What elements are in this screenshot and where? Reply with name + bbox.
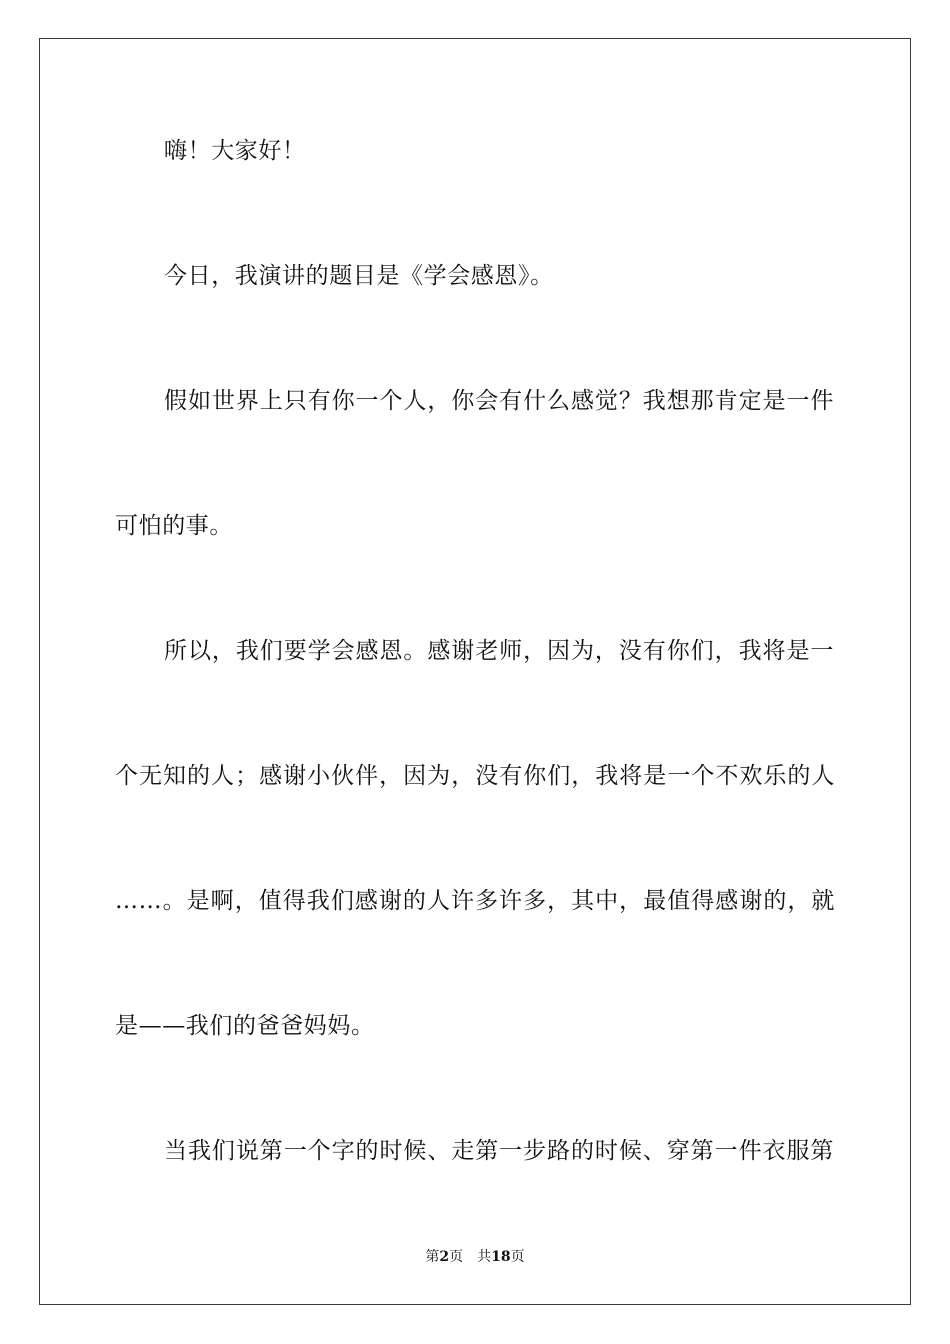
page-footer: [0, 1247, 950, 1267]
paragraph-line: 个无知的人；感谢小伙伴，因为，没有你们，我将是一个不欢乐的人: [115, 763, 835, 789]
paragraph-line: 当我们说第一个字的时候、走第一步路的时候、穿第一件衣服第: [164, 1138, 834, 1164]
paragraph-line: 假如世界上只有你一个人，你会有什么感觉？我想那肯定是一件: [164, 388, 834, 414]
page-border: [39, 38, 911, 1305]
page-prefix: 第: [425, 1249, 440, 1265]
paragraph-line: 可怕的事。: [115, 513, 233, 539]
paragraph-line: 是——我们的爸爸妈妈。: [115, 1013, 375, 1039]
paragraph-line: 所以，我们要学会感恩。感谢老师，因为，没有你们，我将是一: [164, 638, 834, 664]
total-prefix: 共: [477, 1249, 492, 1265]
page-suffix: 页: [449, 1249, 464, 1265]
total-suffix: 页: [510, 1249, 525, 1265]
total-pages: 18: [491, 1249, 511, 1265]
paragraph-line: ……。是啊，值得我们感谢的人许多许多，其中，最值得感谢的，就: [115, 888, 835, 914]
paragraph-topic: 今日，我演讲的题目是《学会感恩》。: [164, 263, 554, 289]
page-number: 2: [439, 1249, 450, 1265]
paragraph-greeting: 嗨！大家好！: [164, 138, 306, 164]
